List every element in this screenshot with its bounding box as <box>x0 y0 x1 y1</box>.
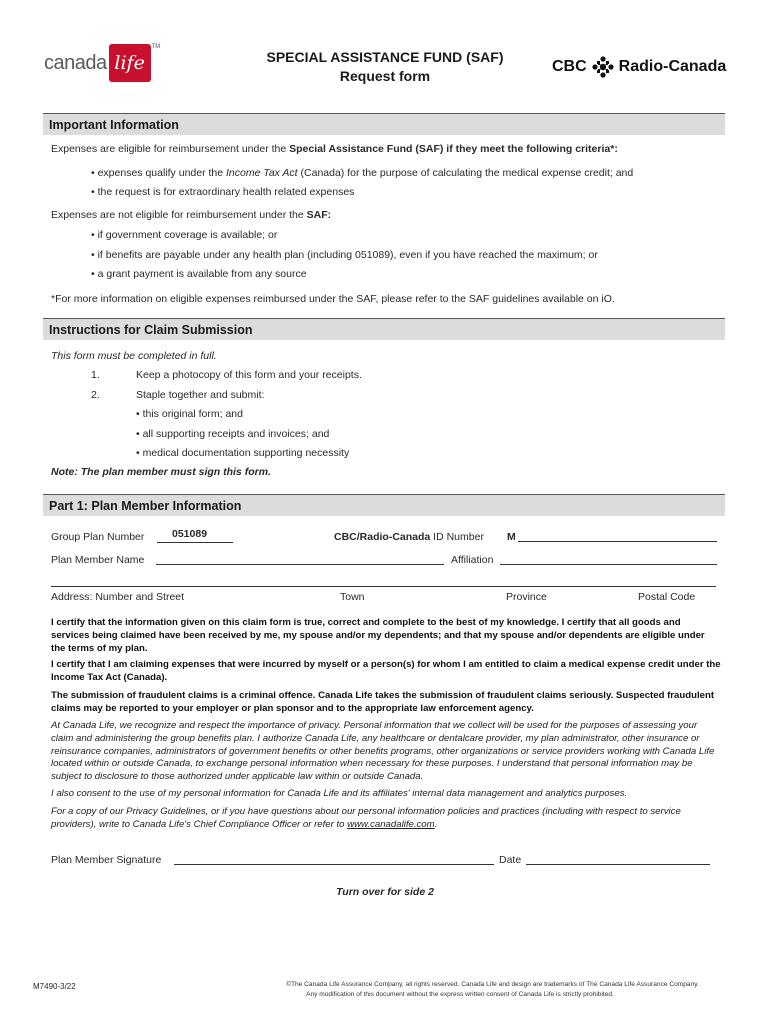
privacy-statement-1: At Canada Life, we recognize and respect the importance of privacy. Personal information that we collect will be used for the purposes of assessing your claim and administering the group benefits plan. I authorize Canada Life, any healthcare or dentalcare provider, my plan administrator, other insurance or reinsurance companies, administrators of government benefits or other benefits programs, other organizations or service providers working with Canada Life located within or outside Canada, to exchange personal information when necessary for these purposes. I understand that personal information may be subject to disclosure to those authorized under applicable law within or outside Canada. <box>51 720 715 783</box>
step-2-number: 2. <box>91 389 100 401</box>
eligible-bullet-2: • the request is for extraordinary health related expenses <box>91 186 355 198</box>
date-label: Date <box>499 854 522 866</box>
address-label: Address: Number and Street <box>51 591 185 603</box>
plan-member-name-field[interactable] <box>156 564 444 565</box>
section-important-heading: Important Information <box>43 113 725 135</box>
step-1-text: Keep a photocopy of this form and your receipts. <box>136 369 362 381</box>
step-2-sub-2: • all supporting receipts and invoices; and <box>136 428 330 440</box>
id-prefix: M <box>507 531 516 543</box>
certification-2: I certify that I am claiming expenses that were incurred by myself or a person(s) for whom I am entitled to claim a medical expense credit under the Income Tax Act (Canada). <box>51 659 721 683</box>
signature-field[interactable] <box>174 864 494 865</box>
eligible-bullet-1: • expenses qualify under the Income Tax Act (Canada) for the purpose of calculating the medical expense credit; and <box>91 167 634 179</box>
saf-footnote: *For more information on eligible expenses reimbursed under the SAF, please refer to the SAF guidelines available on iO. <box>51 293 615 305</box>
privacy-statement-3: For a copy of our Privacy Guidelines, or if you have questions about our personal information policies and practices (including with respect to service providers), write to Canada Life's Chief Compliance Officer or refer to www.canadalife.com. <box>51 806 681 830</box>
date-field[interactable] <box>526 864 710 865</box>
form-subtitle: Request form <box>339 68 431 84</box>
signature-label: Plan Member Signature <box>51 854 162 866</box>
turn-over-note: Turn over for side 2 <box>336 886 434 898</box>
form-title: SPECIAL ASSISTANCE FUND (SAF) <box>266 49 504 65</box>
plan-member-name-label: Plan Member Name <box>51 554 145 566</box>
group-plan-value: 051089 <box>172 528 208 540</box>
id-number-label: CBC/Radio-Canada ID Number <box>334 531 484 543</box>
instructions-intro: This form must be completed in full. <box>51 350 217 362</box>
affiliation-label: Affiliation <box>451 554 494 566</box>
not-eligible-bullet-2: • if benefits are payable under any health plan (including 051089), even if you have reached the maximum; or <box>91 249 598 261</box>
section-part1-heading: Part 1: Plan Member Information <box>43 494 725 516</box>
address-field[interactable] <box>51 586 716 587</box>
group-plan-field[interactable] <box>157 528 233 543</box>
town-label: Town <box>340 591 365 603</box>
logo-word: canada <box>44 51 107 74</box>
id-number-field[interactable] <box>518 541 717 542</box>
postal-code-label: Postal Code <box>638 591 696 603</box>
cbc-radio-canada-logo <box>552 56 726 78</box>
step-2-sub-1: • this original form; and <box>136 408 243 420</box>
step-2-sub-3: • medical documentation supporting necessity <box>136 447 350 459</box>
not-eligible-intro: Expenses are not eligible for reimbursement under the SAF: <box>51 209 332 221</box>
logo-box: life <box>109 44 151 82</box>
canada-life-link[interactable]: www.canadalife.com <box>347 818 435 830</box>
signature-note: Note: The plan member must sign this form. <box>51 466 271 478</box>
cbc-gem-icon <box>592 56 614 78</box>
certification-3: The submission of fraudulent claims is a criminal offence. Canada Life takes the submission of fraudulent claims seriously. Suspected fraudulent claims may be reported to your employer or plan sponsor and to the appropriate law enforcement agency. <box>51 690 715 714</box>
step-1-number: 1. <box>91 369 100 381</box>
not-eligible-bullet-3: • a grant payment is available from any source <box>91 268 307 280</box>
privacy-statement-2: I also consent to the use of my personal information for Canada Life and its affiliates' internal data management and analytics purposes. <box>51 788 628 799</box>
eligible-intro: Expenses are eligible for reimbursement under the Special Assistance Fund (SAF) if they meet the following criteria*: <box>51 143 618 155</box>
certification-1: I certify that the information given on this claim form is true, correct and complete to the best of my knowledge. I certify that all goods and services being claimed have been received by me, my spouse and/or my dependents; and that my spouse and/or dependents are eligible under the terms of my plan. <box>51 617 705 654</box>
step-2-text: Staple together and submit: <box>136 389 265 401</box>
section-instructions-heading: Instructions for Claim Submission <box>43 318 725 340</box>
form-code: M7490-3/22 <box>33 982 76 991</box>
copyright-line-1: ©The Canada Life Assurance Company, all rights reserved. Canada Life and design are trademarks of The Canada Life Assurance Company. <box>286 981 699 988</box>
group-plan-label: Group Plan Number <box>51 531 145 543</box>
province-label: Province <box>506 591 547 603</box>
cbc-text: CBC <box>552 58 587 75</box>
copyright-line-2: Any modification of this document without the express written consent of Canada Life is strictly prohibited. <box>306 991 614 998</box>
not-eligible-bullet-1: • if government coverage is available; or <box>91 229 278 241</box>
radio-canada-text: Radio-Canada <box>618 58 727 75</box>
affiliation-field[interactable] <box>500 564 717 565</box>
logo-tm: TM <box>151 44 161 50</box>
